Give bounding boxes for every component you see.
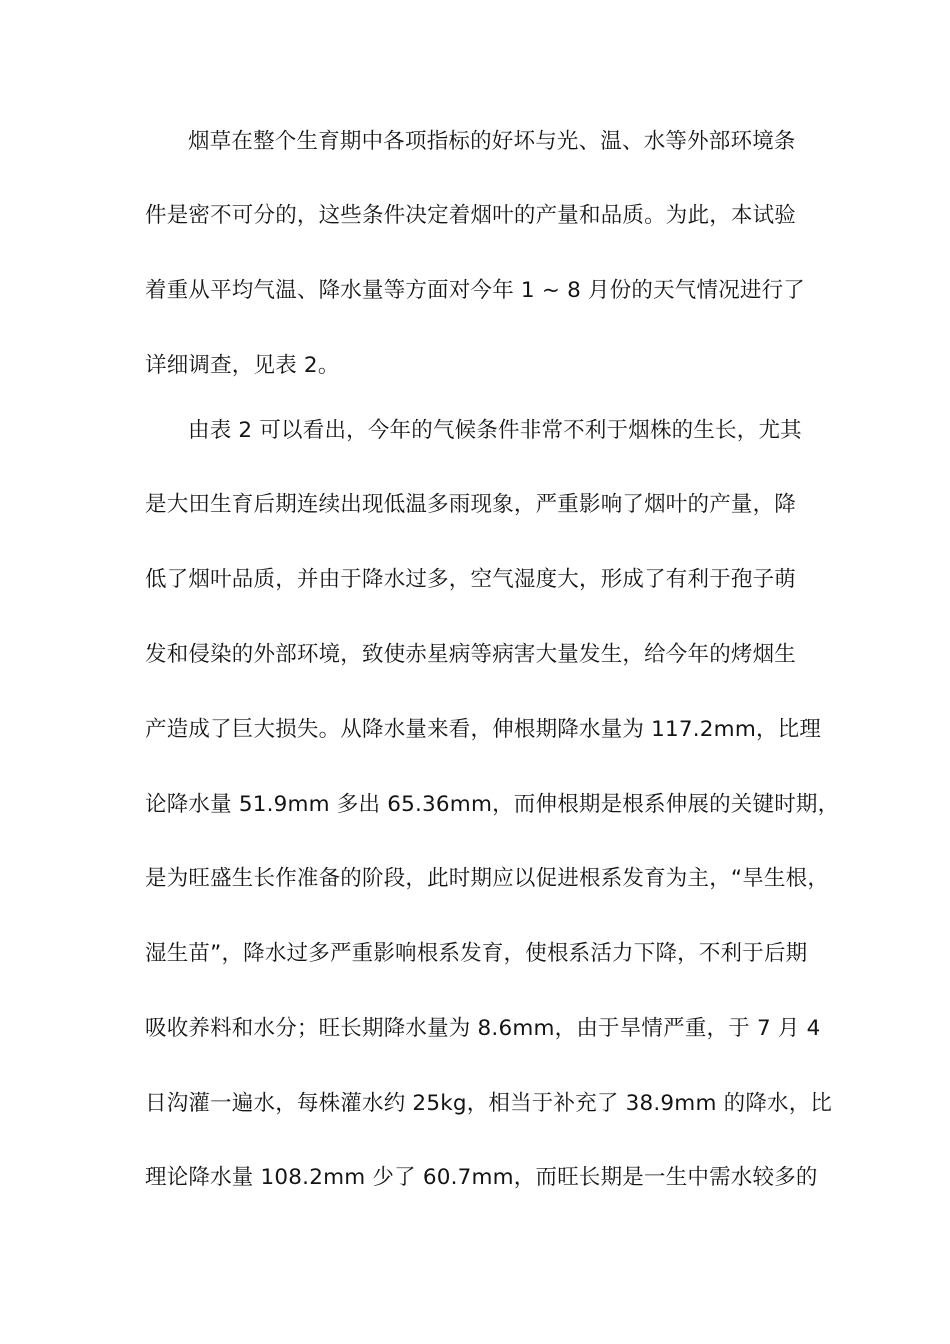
text-line: 湿生苗”，降水过多严重影响根系发育，使根系活力下降，不利于后期: [145, 941, 808, 966]
text-line: 产造成了巨大损失。从降水量来看，伸根期降水量为 117.2mm，比理: [145, 717, 822, 742]
text-line: 件是密不可分的，这些条件决定着烟叶的产量和品质。为此，本试验: [145, 203, 797, 228]
text-line: 发和侵染的外部环境，致使赤星病等病害大量发生，给今年的烤烟生: [145, 642, 797, 667]
text-line: 理论降水量 108.2mm 少了 60.7mm，而旺长期是一生中需水较多的: [145, 1165, 818, 1190]
text-line: 论降水量 51.9mm 多出 65.36mm，而伸根期是根系伸展的关键时期，: [145, 792, 840, 817]
text-line: 日沟灌一遍水，每株灌水约 25kg，相当于补充了 38.9mm 的降水，比: [145, 1091, 833, 1116]
text-line: 详细调查，见表 2。: [145, 353, 340, 378]
text-line: 低了烟叶品质，并由于降水过多，空气湿度大，形成了有利于孢子萌: [145, 567, 797, 592]
text-line: 烟草在整个生育期中各项指标的好坏与光、温、水等外部环境条: [188, 129, 796, 154]
text-line: 吸收养料和水分；旺长期降水量为 8.6mm，由于旱情严重，于 7 月 4: [145, 1016, 821, 1041]
text-line: 是为旺盛生长作准备的阶段，此时期应以促进根系发育为主，“旱生根，: [145, 866, 830, 891]
text-line: 是大田生育后期连续出现低温多雨现象，严重影响了烟叶的产量，降: [145, 492, 797, 517]
text-line: 着重从平均气温、降水量等方面对今年 1 ~ 8 月份的天气情况进行了: [145, 278, 806, 303]
text-line: 由表 2 可以看出，今年的气候条件非常不利于烟株的生长，尤其: [188, 418, 802, 443]
